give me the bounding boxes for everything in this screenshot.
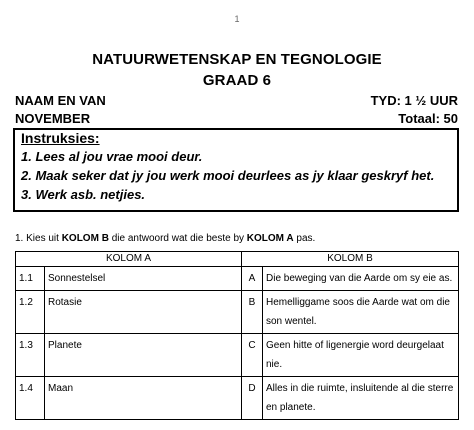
row-letter: D: [242, 377, 263, 420]
instructions-heading: Instruksies:: [21, 130, 100, 146]
time-label: TYD: 1 ½ UUR: [370, 93, 458, 108]
question-prefix: 1. Kies uit: [15, 233, 62, 244]
column-b-cell: Geen hitte of ligenergie word deurgelaat nie.: [263, 334, 459, 377]
column-a-cell: Maan: [45, 377, 242, 420]
table-row: [16, 377, 459, 420]
name-time-row: [15, 93, 458, 108]
column-b-cell: Hemelliggame soos die Aarde wat om die son wentel.: [263, 291, 459, 334]
question-suffix: pas.: [293, 233, 316, 244]
table-row: [16, 291, 459, 334]
month-label: NOVEMBER: [15, 111, 91, 126]
column-b-cell: Die beweging van die Aarde om sy eie as.: [263, 267, 459, 291]
matching-table: [15, 251, 459, 420]
kolom-a-ref: KOLOM A: [246, 233, 294, 244]
instruction-line: 3. Werk asb. netjies.: [21, 187, 146, 202]
instruction-line: 2. Maak seker dat jy jou werk mooi deurlees as jy klaar geskryf het.: [21, 168, 435, 183]
column-a-cell: Planete: [45, 334, 242, 377]
table-row: [16, 267, 459, 291]
column-b-header: KOLOM B: [242, 252, 459, 267]
table-row: [16, 334, 459, 377]
instruction-line: 1. Lees al jou vrae mooi deur.: [21, 149, 203, 164]
total-label: Totaal: 50: [398, 111, 458, 126]
column-a-cell: Rotasie: [45, 291, 242, 334]
column-b-cell: Alles in die ruimte, insluitende al die sterre en planete.: [263, 377, 459, 420]
row-letter: C: [242, 334, 263, 377]
row-letter: A: [242, 267, 263, 291]
question-1-text: [15, 233, 315, 244]
document-title: NATUURWETENSKAP EN TEGNOLOGIE: [92, 51, 382, 68]
row-number: 1.4: [16, 377, 45, 420]
page-number: 1: [234, 14, 240, 24]
column-a-header: KOLOM A: [16, 252, 242, 267]
grade-title: GRAAD 6: [202, 72, 272, 89]
column-a-cell: Sonnestelsel: [45, 267, 242, 291]
question-middle: die antwoord wat die beste by: [108, 233, 247, 244]
instructions-box: [13, 128, 459, 212]
row-number: 1.2: [16, 291, 45, 334]
row-number: 1.1: [16, 267, 45, 291]
row-number: 1.3: [16, 334, 45, 377]
name-label: NAAM EN VAN: [15, 93, 106, 108]
kolom-b-ref: KOLOM B: [61, 233, 109, 244]
table-header-row: [16, 252, 459, 267]
row-letter: B: [242, 291, 263, 334]
month-total-row: [15, 111, 458, 126]
